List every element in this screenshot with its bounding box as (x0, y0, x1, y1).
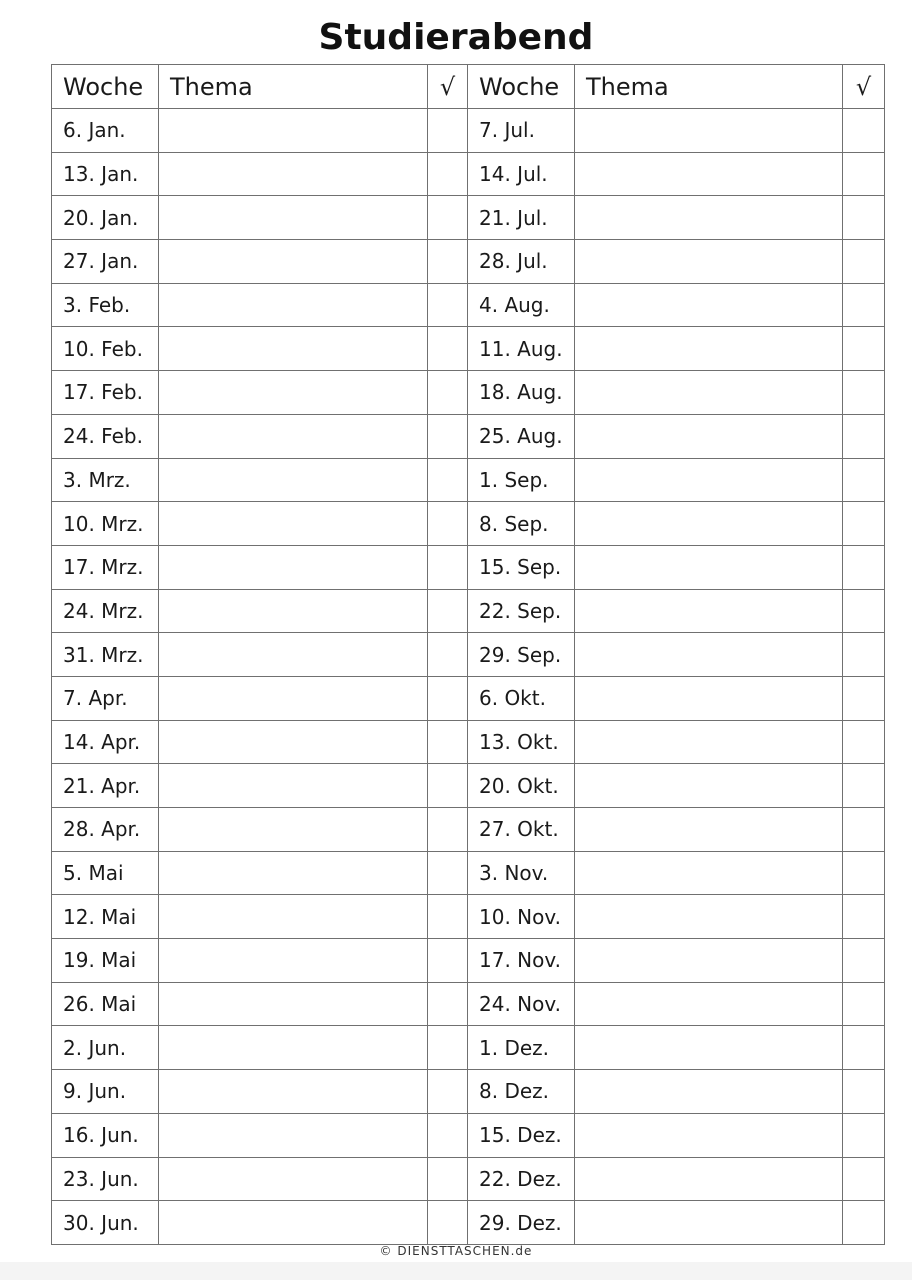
check-cell-left[interactable] (428, 720, 468, 764)
table-header-row (52, 65, 885, 109)
week-cell-left: 12. Mai (52, 895, 159, 939)
topic-cell-left[interactable] (159, 502, 428, 546)
week-cell-left: 6. Jan. (52, 109, 159, 153)
table-row (52, 414, 885, 458)
check-cell-right[interactable] (843, 589, 885, 633)
table-row (52, 545, 885, 589)
topic-cell-left[interactable] (159, 1113, 428, 1157)
topic-cell-left[interactable] (159, 327, 428, 371)
check-cell-right[interactable] (843, 1026, 885, 1070)
table-row (52, 676, 885, 720)
topic-cell-left[interactable] (159, 414, 428, 458)
bottom-band (0, 1262, 912, 1280)
check-cell-right[interactable] (843, 458, 885, 502)
check-cell-right[interactable] (843, 808, 885, 852)
check-cell-right[interactable] (843, 545, 885, 589)
check-cell-left[interactable] (428, 414, 468, 458)
week-cell-left: 3. Mrz. (52, 458, 159, 502)
week-cell-left: 23. Jun. (52, 1157, 159, 1201)
topic-cell-right[interactable] (575, 327, 843, 371)
check-cell-left[interactable] (428, 939, 468, 983)
check-cell-right[interactable] (843, 764, 885, 808)
check-cell-right[interactable] (843, 939, 885, 983)
table-row (52, 851, 885, 895)
week-cell-right: 17. Nov. (468, 939, 575, 983)
topic-cell-right[interactable] (575, 1157, 843, 1201)
topic-cell-left[interactable] (159, 1070, 428, 1114)
week-cell-left: 14. Apr. (52, 720, 159, 764)
topic-cell-right[interactable] (575, 764, 843, 808)
topic-cell-right[interactable] (575, 458, 843, 502)
week-cell-left: 24. Mrz. (52, 589, 159, 633)
check-cell-left[interactable] (428, 895, 468, 939)
table-row (52, 1201, 885, 1245)
topic-cell-left[interactable] (159, 764, 428, 808)
topic-cell-right[interactable] (575, 502, 843, 546)
check-cell-left[interactable] (428, 196, 468, 240)
table-row (52, 1026, 885, 1070)
table-row (52, 152, 885, 196)
week-cell-right: 25. Aug. (468, 414, 575, 458)
week-cell-left: 26. Mai (52, 982, 159, 1026)
table-row (52, 895, 885, 939)
header-check-right: √ (843, 65, 885, 109)
week-cell-right: 10. Nov. (468, 895, 575, 939)
week-cell-left: 10. Feb. (52, 327, 159, 371)
topic-cell-right[interactable] (575, 152, 843, 196)
topic-cell-left[interactable] (159, 1157, 428, 1201)
week-cell-right: 1. Dez. (468, 1026, 575, 1070)
check-cell-left[interactable] (428, 982, 468, 1026)
topic-cell-right[interactable] (575, 720, 843, 764)
topic-cell-left[interactable] (159, 982, 428, 1026)
week-cell-right: 8. Dez. (468, 1070, 575, 1114)
check-cell-right[interactable] (843, 414, 885, 458)
topic-cell-left[interactable] (159, 1026, 428, 1070)
check-cell-left[interactable] (428, 1113, 468, 1157)
check-cell-left[interactable] (428, 545, 468, 589)
check-cell-right[interactable] (843, 895, 885, 939)
week-cell-left: 31. Mrz. (52, 633, 159, 677)
copyright-footer: © DIENSTTASCHEN.de (379, 1244, 533, 1258)
table-row (52, 589, 885, 633)
week-cell-right: 21. Jul. (468, 196, 575, 240)
topic-cell-left[interactable] (159, 545, 428, 589)
week-cell-right: 3. Nov. (468, 851, 575, 895)
topic-cell-left[interactable] (159, 458, 428, 502)
week-cell-left: 24. Feb. (52, 414, 159, 458)
week-cell-right: 28. Jul. (468, 240, 575, 284)
check-cell-left[interactable] (428, 1157, 468, 1201)
check-cell-left[interactable] (428, 1026, 468, 1070)
topic-cell-right[interactable] (575, 1026, 843, 1070)
check-cell-left[interactable] (428, 851, 468, 895)
check-cell-right[interactable] (843, 1201, 885, 1245)
week-cell-left: 27. Jan. (52, 240, 159, 284)
table-row (52, 283, 885, 327)
table-body (52, 109, 885, 1245)
check-cell-left[interactable] (428, 589, 468, 633)
topic-cell-right[interactable] (575, 589, 843, 633)
week-cell-right: 29. Sep. (468, 633, 575, 677)
topic-cell-right[interactable] (575, 545, 843, 589)
topic-cell-right[interactable] (575, 283, 843, 327)
week-cell-right: 24. Nov. (468, 982, 575, 1026)
week-cell-left: 9. Jun. (52, 1070, 159, 1114)
topic-cell-left[interactable] (159, 196, 428, 240)
topic-cell-right[interactable] (575, 808, 843, 852)
topic-cell-right[interactable] (575, 676, 843, 720)
check-cell-right[interactable] (843, 152, 885, 196)
check-cell-left[interactable] (428, 1070, 468, 1114)
week-cell-right: 27. Okt. (468, 808, 575, 852)
check-cell-left[interactable] (428, 109, 468, 153)
topic-cell-left[interactable] (159, 152, 428, 196)
week-cell-left: 28. Apr. (52, 808, 159, 852)
check-cell-left[interactable] (428, 283, 468, 327)
week-cell-right: 14. Jul. (468, 152, 575, 196)
topic-cell-left[interactable] (159, 633, 428, 677)
week-cell-left: 10. Mrz. (52, 502, 159, 546)
page-title: Studierabend (318, 17, 594, 58)
header-topic-right: Thema (575, 65, 843, 109)
topic-cell-left[interactable] (159, 939, 428, 983)
table-row (52, 764, 885, 808)
check-cell-right[interactable] (843, 109, 885, 153)
check-cell-right[interactable] (843, 1070, 885, 1114)
week-cell-right: 22. Sep. (468, 589, 575, 633)
week-cell-left: 2. Jun. (52, 1026, 159, 1070)
check-cell-right[interactable] (843, 1157, 885, 1201)
check-cell-right[interactable] (843, 982, 885, 1026)
topic-cell-left[interactable] (159, 720, 428, 764)
topic-cell-left[interactable] (159, 240, 428, 284)
table-row (52, 371, 885, 415)
check-cell-left[interactable] (428, 502, 468, 546)
week-cell-left: 30. Jun. (52, 1201, 159, 1245)
week-cell-right: 15. Dez. (468, 1113, 575, 1157)
table-row (52, 327, 885, 371)
table-row (52, 939, 885, 983)
check-cell-right[interactable] (843, 633, 885, 677)
table-row (52, 982, 885, 1026)
week-cell-left: 7. Apr. (52, 676, 159, 720)
table-row (52, 502, 885, 546)
topic-cell-left[interactable] (159, 808, 428, 852)
check-cell-right[interactable] (843, 1113, 885, 1157)
topic-cell-left[interactable] (159, 371, 428, 415)
check-cell-left[interactable] (428, 240, 468, 284)
table-row (52, 1157, 885, 1201)
week-cell-left: 17. Feb. (52, 371, 159, 415)
topic-cell-left[interactable] (159, 676, 428, 720)
check-cell-left[interactable] (428, 327, 468, 371)
week-cell-left: 17. Mrz. (52, 545, 159, 589)
topic-cell-right[interactable] (575, 109, 843, 153)
table-row (52, 720, 885, 764)
topic-cell-right[interactable] (575, 414, 843, 458)
topic-cell-left[interactable] (159, 851, 428, 895)
header-check-left: √ (428, 65, 468, 109)
table-row (52, 240, 885, 284)
check-cell-right[interactable] (843, 283, 885, 327)
week-cell-right: 7. Jul. (468, 109, 575, 153)
check-cell-right[interactable] (843, 196, 885, 240)
check-cell-right[interactable] (843, 720, 885, 764)
topic-cell-right[interactable] (575, 1113, 843, 1157)
check-cell-left[interactable] (428, 371, 468, 415)
check-cell-left[interactable] (428, 1201, 468, 1245)
check-cell-right[interactable] (843, 240, 885, 284)
week-cell-left: 21. Apr. (52, 764, 159, 808)
topic-cell-right[interactable] (575, 1070, 843, 1114)
header-week-right: Woche (468, 65, 575, 109)
topic-cell-right[interactable] (575, 939, 843, 983)
topic-cell-right[interactable] (575, 851, 843, 895)
topic-cell-right[interactable] (575, 240, 843, 284)
topic-cell-left[interactable] (159, 283, 428, 327)
check-cell-right[interactable] (843, 371, 885, 415)
topic-cell-right[interactable] (575, 1201, 843, 1245)
check-cell-left[interactable] (428, 808, 468, 852)
check-cell-right[interactable] (843, 327, 885, 371)
week-cell-right: 11. Aug. (468, 327, 575, 371)
week-cell-left: 3. Feb. (52, 283, 159, 327)
header-topic-left: Thema (159, 65, 428, 109)
check-cell-left[interactable] (428, 458, 468, 502)
topic-cell-left[interactable] (159, 895, 428, 939)
week-cell-right: 1. Sep. (468, 458, 575, 502)
week-cell-right: 20. Okt. (468, 764, 575, 808)
table-row (52, 633, 885, 677)
topic-cell-right[interactable] (575, 371, 843, 415)
check-cell-left[interactable] (428, 764, 468, 808)
table-row (52, 458, 885, 502)
week-cell-right: 4. Aug. (468, 283, 575, 327)
week-cell-right: 15. Sep. (468, 545, 575, 589)
table-row (52, 1070, 885, 1114)
week-cell-left: 5. Mai (52, 851, 159, 895)
check-cell-right[interactable] (843, 502, 885, 546)
table-row (52, 1113, 885, 1157)
week-cell-right: 22. Dez. (468, 1157, 575, 1201)
header-week-left: Woche (52, 65, 159, 109)
week-cell-right: 8. Sep. (468, 502, 575, 546)
week-cell-left: 19. Mai (52, 939, 159, 983)
week-cell-right: 13. Okt. (468, 720, 575, 764)
check-cell-left[interactable] (428, 633, 468, 677)
topic-cell-left[interactable] (159, 109, 428, 153)
check-cell-right[interactable] (843, 851, 885, 895)
topic-cell-right[interactable] (575, 633, 843, 677)
topic-cell-right[interactable] (575, 196, 843, 240)
week-cell-left: 13. Jan. (52, 152, 159, 196)
week-cell-left: 16. Jun. (52, 1113, 159, 1157)
table-row (52, 808, 885, 852)
check-cell-left[interactable] (428, 676, 468, 720)
week-cell-right: 18. Aug. (468, 371, 575, 415)
topic-cell-right[interactable] (575, 895, 843, 939)
week-cell-left: 20. Jan. (52, 196, 159, 240)
study-schedule-table (51, 64, 885, 1245)
week-cell-right: 29. Dez. (468, 1201, 575, 1245)
check-cell-right[interactable] (843, 676, 885, 720)
table-row (52, 196, 885, 240)
week-cell-right: 6. Okt. (468, 676, 575, 720)
table-row (52, 109, 885, 153)
topic-cell-left[interactable] (159, 589, 428, 633)
topic-cell-left[interactable] (159, 1201, 428, 1245)
check-cell-left[interactable] (428, 152, 468, 196)
topic-cell-right[interactable] (575, 982, 843, 1026)
